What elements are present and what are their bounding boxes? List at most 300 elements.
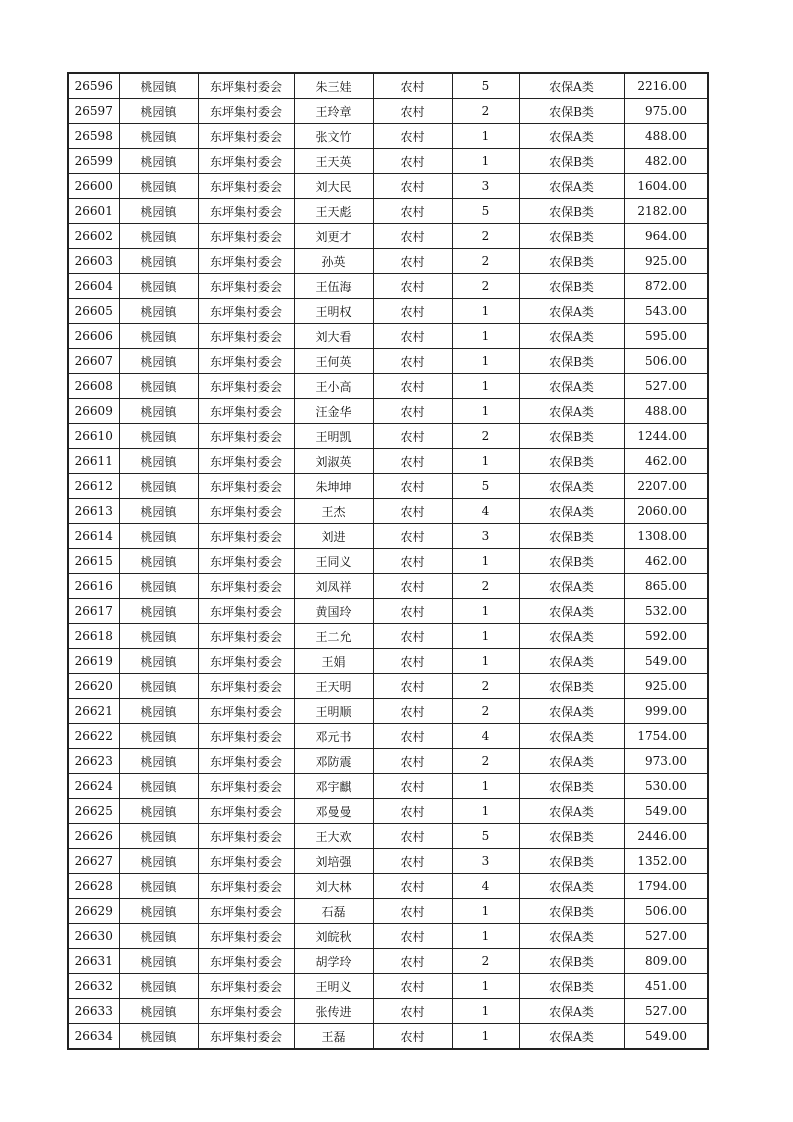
record-id-cell: 26628	[68, 874, 119, 899]
village-committee-cell: 东坪集村委会	[198, 674, 294, 699]
village-committee-cell: 东坪集村委会	[198, 624, 294, 649]
village-committee-cell: 东坪集村委会	[198, 849, 294, 874]
amount-cell: 527.00	[624, 924, 708, 949]
table-row	[68, 974, 708, 999]
village-committee-cell: 东坪集村委会	[198, 549, 294, 574]
person-name-cell: 王同义	[294, 549, 373, 574]
household-size-cell: 1	[452, 599, 519, 624]
household-size-cell: 5	[452, 199, 519, 224]
township-cell: 桃园镇	[119, 574, 198, 599]
insurance-category-cell: 农保A类	[519, 724, 624, 749]
insurance-category-cell: 农保A类	[519, 624, 624, 649]
household-size-cell: 5	[452, 474, 519, 499]
amount-cell: 865.00	[624, 574, 708, 599]
household-size-cell: 3	[452, 174, 519, 199]
household-type-cell: 农村	[373, 299, 452, 324]
township-cell: 桃园镇	[119, 449, 198, 474]
household-size-cell: 1	[452, 999, 519, 1024]
household-type-cell: 农村	[373, 624, 452, 649]
village-committee-cell: 东坪集村委会	[198, 899, 294, 924]
village-committee-cell: 东坪集村委会	[198, 224, 294, 249]
household-type-cell: 农村	[373, 474, 452, 499]
township-cell: 桃园镇	[119, 274, 198, 299]
insurance-category-cell: 农保A类	[519, 1024, 624, 1050]
amount-cell: 532.00	[624, 599, 708, 624]
village-committee-cell: 东坪集村委会	[198, 499, 294, 524]
township-cell: 桃园镇	[119, 524, 198, 549]
record-id-cell: 26613	[68, 499, 119, 524]
village-committee-cell: 东坪集村委会	[198, 749, 294, 774]
insurance-category-cell: 农保A类	[519, 699, 624, 724]
household-size-cell: 1	[452, 624, 519, 649]
insurance-category-cell: 农保B类	[519, 349, 624, 374]
township-cell: 桃园镇	[119, 999, 198, 1024]
village-committee-cell: 东坪集村委会	[198, 699, 294, 724]
village-committee-cell: 东坪集村委会	[198, 149, 294, 174]
amount-cell: 506.00	[624, 899, 708, 924]
household-size-cell: 1	[452, 124, 519, 149]
insurance-category-cell: 农保B类	[519, 449, 624, 474]
record-id-cell: 26601	[68, 199, 119, 224]
table-row	[68, 674, 708, 699]
insurance-category-cell: 农保A类	[519, 73, 624, 99]
amount-cell: 527.00	[624, 999, 708, 1024]
village-committee-cell: 东坪集村委会	[198, 924, 294, 949]
household-type-cell: 农村	[373, 99, 452, 124]
table-row	[68, 349, 708, 374]
household-type-cell: 农村	[373, 174, 452, 199]
table-row	[68, 499, 708, 524]
village-committee-cell: 东坪集村委会	[198, 599, 294, 624]
household-size-cell: 2	[452, 274, 519, 299]
household-size-cell: 1	[452, 1024, 519, 1050]
household-size-cell: 1	[452, 149, 519, 174]
insurance-category-cell: 农保A类	[519, 299, 624, 324]
amount-cell: 1604.00	[624, 174, 708, 199]
amount-cell: 488.00	[624, 399, 708, 424]
household-type-cell: 农村	[373, 374, 452, 399]
table-row	[68, 849, 708, 874]
amount-cell: 482.00	[624, 149, 708, 174]
insurance-category-cell: 农保B类	[519, 249, 624, 274]
township-cell: 桃园镇	[119, 149, 198, 174]
amount-cell: 530.00	[624, 774, 708, 799]
record-id-cell: 26620	[68, 674, 119, 699]
household-type-cell: 农村	[373, 749, 452, 774]
township-cell: 桃园镇	[119, 374, 198, 399]
household-size-cell: 1	[452, 399, 519, 424]
record-id-cell: 26606	[68, 324, 119, 349]
amount-cell: 549.00	[624, 799, 708, 824]
table-row	[68, 899, 708, 924]
household-type-cell: 农村	[373, 849, 452, 874]
record-id-cell: 26633	[68, 999, 119, 1024]
insurance-category-cell: 农保A类	[519, 999, 624, 1024]
household-type-cell: 农村	[373, 324, 452, 349]
village-committee-cell: 东坪集村委会	[198, 274, 294, 299]
household-size-cell: 2	[452, 749, 519, 774]
village-committee-cell: 东坪集村委会	[198, 974, 294, 999]
insurance-category-cell: 农保B类	[519, 899, 624, 924]
person-name-cell: 王磊	[294, 1024, 373, 1050]
insurance-category-cell: 农保A类	[519, 649, 624, 674]
household-size-cell: 2	[452, 674, 519, 699]
township-cell: 桃园镇	[119, 974, 198, 999]
household-type-cell: 农村	[373, 724, 452, 749]
record-id-cell: 26618	[68, 624, 119, 649]
household-type-cell: 农村	[373, 949, 452, 974]
person-name-cell: 刘凤祥	[294, 574, 373, 599]
household-type-cell: 农村	[373, 924, 452, 949]
person-name-cell: 王娟	[294, 649, 373, 674]
village-committee-cell: 东坪集村委会	[198, 349, 294, 374]
insurance-category-cell: 农保B类	[519, 224, 624, 249]
household-size-cell: 4	[452, 874, 519, 899]
township-cell: 桃园镇	[119, 424, 198, 449]
record-id-cell: 26631	[68, 949, 119, 974]
household-type-cell: 农村	[373, 199, 452, 224]
township-cell: 桃园镇	[119, 99, 198, 124]
township-cell: 桃园镇	[119, 349, 198, 374]
insurance-category-cell: 农保A类	[519, 124, 624, 149]
person-name-cell: 王明凯	[294, 424, 373, 449]
township-cell: 桃园镇	[119, 474, 198, 499]
table-row	[68, 449, 708, 474]
person-name-cell: 王伍海	[294, 274, 373, 299]
amount-cell: 595.00	[624, 324, 708, 349]
household-type-cell: 农村	[373, 224, 452, 249]
village-committee-cell: 东坪集村委会	[198, 199, 294, 224]
person-name-cell: 王明义	[294, 974, 373, 999]
household-size-cell: 2	[452, 574, 519, 599]
person-name-cell: 刘大林	[294, 874, 373, 899]
township-cell: 桃园镇	[119, 699, 198, 724]
household-size-cell: 2	[452, 424, 519, 449]
record-id-cell: 26596	[68, 73, 119, 99]
person-name-cell: 朱三娃	[294, 73, 373, 99]
village-committee-cell: 东坪集村委会	[198, 724, 294, 749]
person-name-cell: 王明顺	[294, 699, 373, 724]
insurance-category-cell: 农保B类	[519, 199, 624, 224]
village-committee-cell: 东坪集村委会	[198, 824, 294, 849]
household-size-cell: 3	[452, 524, 519, 549]
person-name-cell: 王明权	[294, 299, 373, 324]
household-size-cell: 1	[452, 649, 519, 674]
insurance-category-cell: 农保B类	[519, 549, 624, 574]
person-name-cell: 胡学玲	[294, 949, 373, 974]
person-name-cell: 孙英	[294, 249, 373, 274]
record-id-cell: 26629	[68, 899, 119, 924]
township-cell: 桃园镇	[119, 724, 198, 749]
village-committee-cell: 东坪集村委会	[198, 399, 294, 424]
insurance-category-cell: 农保B类	[519, 524, 624, 549]
village-committee-cell: 东坪集村委会	[198, 374, 294, 399]
person-name-cell: 张文竹	[294, 124, 373, 149]
table-row	[68, 424, 708, 449]
household-type-cell: 农村	[373, 699, 452, 724]
amount-cell: 2060.00	[624, 499, 708, 524]
person-name-cell: 刘更才	[294, 224, 373, 249]
table-row	[68, 249, 708, 274]
record-id-cell: 26610	[68, 424, 119, 449]
record-id-cell: 26626	[68, 824, 119, 849]
insurance-category-cell: 农保A类	[519, 924, 624, 949]
amount-cell: 1244.00	[624, 424, 708, 449]
record-id-cell: 26617	[68, 599, 119, 624]
household-size-cell: 1	[452, 974, 519, 999]
household-size-cell: 1	[452, 899, 519, 924]
table-row	[68, 549, 708, 574]
township-cell: 桃园镇	[119, 774, 198, 799]
township-cell: 桃园镇	[119, 1024, 198, 1050]
insurance-category-cell: 农保A类	[519, 474, 624, 499]
amount-cell: 2446.00	[624, 824, 708, 849]
household-type-cell: 农村	[373, 999, 452, 1024]
person-name-cell: 王二允	[294, 624, 373, 649]
village-committee-cell: 东坪集村委会	[198, 1024, 294, 1050]
household-type-cell: 农村	[373, 674, 452, 699]
table-row	[68, 874, 708, 899]
record-id-cell: 26612	[68, 474, 119, 499]
household-size-cell: 2	[452, 949, 519, 974]
township-cell: 桃园镇	[119, 174, 198, 199]
township-cell: 桃园镇	[119, 324, 198, 349]
household-size-cell: 5	[452, 824, 519, 849]
village-committee-cell: 东坪集村委会	[198, 874, 294, 899]
household-size-cell: 1	[452, 324, 519, 349]
person-name-cell: 邓元书	[294, 724, 373, 749]
household-type-cell: 农村	[373, 449, 452, 474]
table-row	[68, 174, 708, 199]
table-row	[68, 474, 708, 499]
person-name-cell: 刘培强	[294, 849, 373, 874]
insurance-category-cell: 农保B类	[519, 949, 624, 974]
insurance-category-cell: 农保A类	[519, 324, 624, 349]
table-row	[68, 774, 708, 799]
household-size-cell: 1	[452, 349, 519, 374]
township-cell: 桃园镇	[119, 399, 198, 424]
person-name-cell: 朱坤坤	[294, 474, 373, 499]
township-cell: 桃园镇	[119, 249, 198, 274]
household-type-cell: 农村	[373, 524, 452, 549]
table-row	[68, 274, 708, 299]
amount-cell: 2207.00	[624, 474, 708, 499]
household-type-cell: 农村	[373, 424, 452, 449]
person-name-cell: 黄国玲	[294, 599, 373, 624]
household-size-cell: 1	[452, 924, 519, 949]
village-committee-cell: 东坪集村委会	[198, 73, 294, 99]
record-id-cell: 26598	[68, 124, 119, 149]
village-committee-cell: 东坪集村委会	[198, 799, 294, 824]
record-id-cell: 26632	[68, 974, 119, 999]
household-type-cell: 农村	[373, 899, 452, 924]
person-name-cell: 王小高	[294, 374, 373, 399]
person-name-cell: 刘大看	[294, 324, 373, 349]
township-cell: 桃园镇	[119, 299, 198, 324]
household-type-cell: 农村	[373, 73, 452, 99]
household-type-cell: 农村	[373, 974, 452, 999]
township-cell: 桃园镇	[119, 199, 198, 224]
household-type-cell: 农村	[373, 249, 452, 274]
amount-cell: 2216.00	[624, 73, 708, 99]
household-type-cell: 农村	[373, 149, 452, 174]
village-committee-cell: 东坪集村委会	[198, 999, 294, 1024]
table-row	[68, 724, 708, 749]
amount-cell: 1794.00	[624, 874, 708, 899]
household-type-cell: 农村	[373, 499, 452, 524]
table-row	[68, 799, 708, 824]
household-type-cell: 农村	[373, 399, 452, 424]
insurance-category-cell: 农保A类	[519, 874, 624, 899]
table-row	[68, 99, 708, 124]
amount-cell: 462.00	[624, 449, 708, 474]
person-name-cell: 汪金华	[294, 399, 373, 424]
table-row	[68, 1024, 708, 1050]
record-id-cell: 26599	[68, 149, 119, 174]
table-row	[68, 649, 708, 674]
township-cell: 桃园镇	[119, 674, 198, 699]
amount-cell: 809.00	[624, 949, 708, 974]
record-id-cell: 26602	[68, 224, 119, 249]
township-cell: 桃园镇	[119, 849, 198, 874]
amount-cell: 1754.00	[624, 724, 708, 749]
table-row	[68, 749, 708, 774]
person-name-cell: 王天明	[294, 674, 373, 699]
person-name-cell: 刘皖秋	[294, 924, 373, 949]
record-id-cell: 26614	[68, 524, 119, 549]
records-table	[67, 72, 709, 1050]
household-size-cell: 1	[452, 299, 519, 324]
household-type-cell: 农村	[373, 349, 452, 374]
insurance-category-cell: 农保A类	[519, 574, 624, 599]
record-id-cell: 26623	[68, 749, 119, 774]
record-id-cell: 26615	[68, 549, 119, 574]
amount-cell: 925.00	[624, 674, 708, 699]
village-committee-cell: 东坪集村委会	[198, 424, 294, 449]
insurance-category-cell: 农保A类	[519, 799, 624, 824]
amount-cell: 549.00	[624, 1024, 708, 1050]
household-size-cell: 3	[452, 849, 519, 874]
table-row	[68, 524, 708, 549]
record-id-cell: 26616	[68, 574, 119, 599]
table-row	[68, 324, 708, 349]
person-name-cell: 邓防震	[294, 749, 373, 774]
household-size-cell: 2	[452, 224, 519, 249]
village-committee-cell: 东坪集村委会	[198, 449, 294, 474]
township-cell: 桃园镇	[119, 73, 198, 99]
table-row	[68, 599, 708, 624]
insurance-category-cell: 农保A类	[519, 499, 624, 524]
household-type-cell: 农村	[373, 874, 452, 899]
household-size-cell: 1	[452, 799, 519, 824]
township-cell: 桃园镇	[119, 599, 198, 624]
household-type-cell: 农村	[373, 274, 452, 299]
township-cell: 桃园镇	[119, 224, 198, 249]
village-committee-cell: 东坪集村委会	[198, 124, 294, 149]
insurance-category-cell: 农保A类	[519, 749, 624, 774]
village-committee-cell: 东坪集村委会	[198, 299, 294, 324]
household-size-cell: 1	[452, 449, 519, 474]
person-name-cell: 王天英	[294, 149, 373, 174]
amount-cell: 527.00	[624, 374, 708, 399]
person-name-cell: 王何英	[294, 349, 373, 374]
person-name-cell: 刘淑英	[294, 449, 373, 474]
insurance-category-cell: 农保B类	[519, 774, 624, 799]
household-size-cell: 1	[452, 774, 519, 799]
village-committee-cell: 东坪集村委会	[198, 524, 294, 549]
township-cell: 桃园镇	[119, 924, 198, 949]
table-row	[68, 949, 708, 974]
record-id-cell: 26624	[68, 774, 119, 799]
township-cell: 桃园镇	[119, 949, 198, 974]
township-cell: 桃园镇	[119, 124, 198, 149]
amount-cell: 549.00	[624, 649, 708, 674]
person-name-cell: 张传进	[294, 999, 373, 1024]
household-type-cell: 农村	[373, 549, 452, 574]
record-id-cell: 26621	[68, 699, 119, 724]
amount-cell: 975.00	[624, 99, 708, 124]
insurance-category-cell: 农保B类	[519, 824, 624, 849]
amount-cell: 488.00	[624, 124, 708, 149]
record-id-cell: 26604	[68, 274, 119, 299]
table-row	[68, 399, 708, 424]
township-cell: 桃园镇	[119, 549, 198, 574]
village-committee-cell: 东坪集村委会	[198, 574, 294, 599]
table-row	[68, 149, 708, 174]
village-committee-cell: 东坪集村委会	[198, 99, 294, 124]
table-row	[68, 199, 708, 224]
record-id-cell: 26597	[68, 99, 119, 124]
record-id-cell: 26630	[68, 924, 119, 949]
person-name-cell: 邓宇麒	[294, 774, 373, 799]
amount-cell: 462.00	[624, 549, 708, 574]
table-row	[68, 299, 708, 324]
record-id-cell: 26605	[68, 299, 119, 324]
amount-cell: 592.00	[624, 624, 708, 649]
record-id-cell: 26627	[68, 849, 119, 874]
insurance-category-cell: 农保B类	[519, 424, 624, 449]
village-committee-cell: 东坪集村委会	[198, 174, 294, 199]
household-type-cell: 农村	[373, 649, 452, 674]
amount-cell: 1308.00	[624, 524, 708, 549]
table-row	[68, 124, 708, 149]
township-cell: 桃园镇	[119, 649, 198, 674]
table-row	[68, 574, 708, 599]
household-size-cell: 4	[452, 724, 519, 749]
township-cell: 桃园镇	[119, 749, 198, 774]
table-row	[68, 999, 708, 1024]
amount-cell: 973.00	[624, 749, 708, 774]
household-type-cell: 农村	[373, 824, 452, 849]
village-committee-cell: 东坪集村委会	[198, 774, 294, 799]
person-name-cell: 王大欢	[294, 824, 373, 849]
record-id-cell: 26607	[68, 349, 119, 374]
amount-cell: 999.00	[624, 699, 708, 724]
insurance-category-cell: 农保A类	[519, 599, 624, 624]
record-id-cell: 26634	[68, 1024, 119, 1050]
table-body	[68, 73, 708, 1049]
person-name-cell: 刘大民	[294, 174, 373, 199]
household-size-cell: 4	[452, 499, 519, 524]
record-id-cell: 26622	[68, 724, 119, 749]
village-committee-cell: 东坪集村委会	[198, 949, 294, 974]
township-cell: 桃园镇	[119, 499, 198, 524]
township-cell: 桃园镇	[119, 824, 198, 849]
record-id-cell: 26619	[68, 649, 119, 674]
household-type-cell: 农村	[373, 774, 452, 799]
amount-cell: 543.00	[624, 299, 708, 324]
table-row	[68, 374, 708, 399]
